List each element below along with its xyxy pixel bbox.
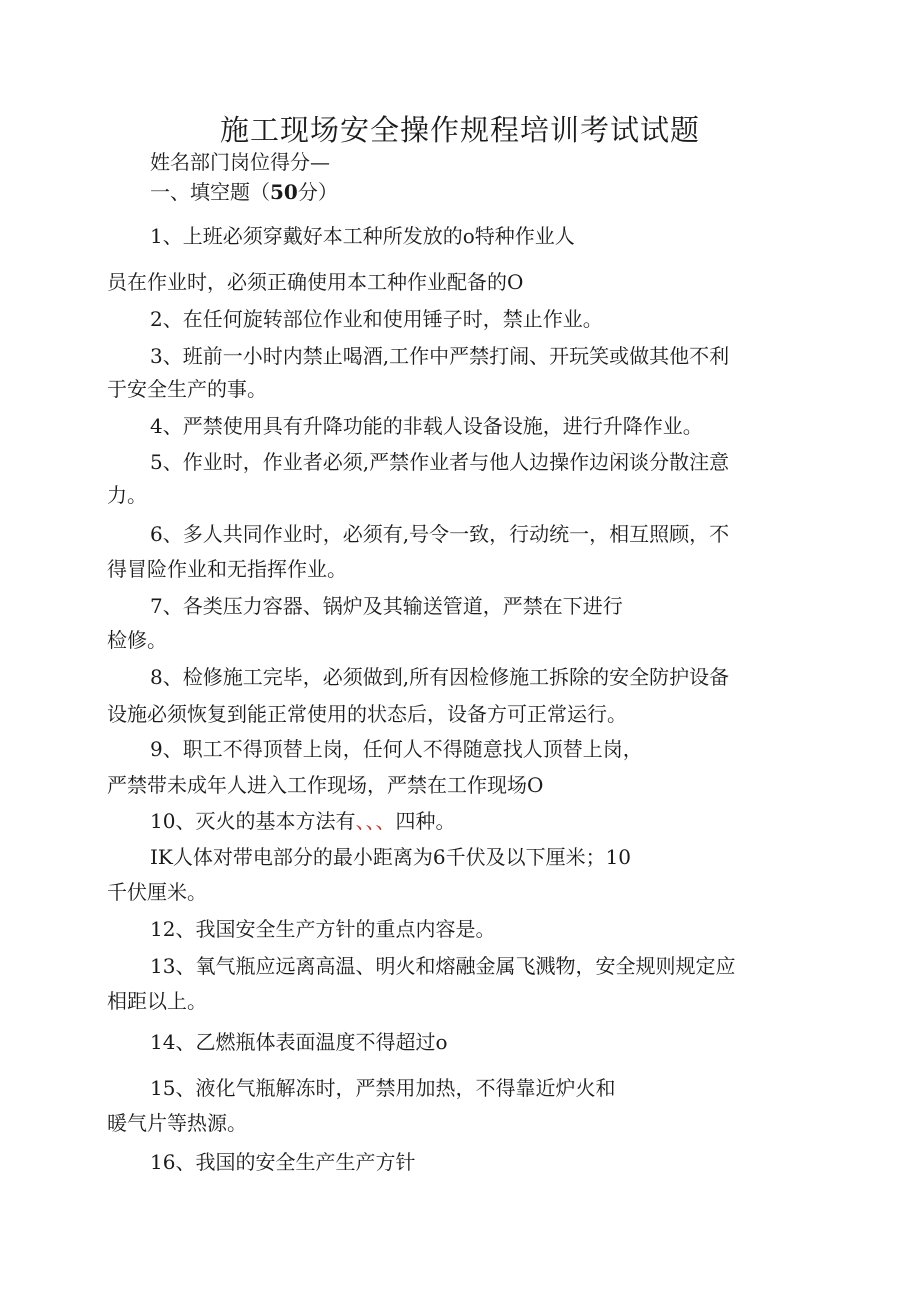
question-11-line-1: IK人体对带电部分的最小距离为6千伏及以下厘米；10 bbox=[150, 845, 632, 869]
question-15-line-1: 15、液化气瓶解冻时，严禁用加热，不得靠近炉火和 bbox=[150, 1076, 616, 1100]
question-15-line-2: 暖气片等热源。 bbox=[107, 1111, 247, 1135]
page-title: 施工现场安全操作规程培训考试试题 bbox=[219, 113, 700, 147]
question-1-line-1: 1、上班必须穿戴好本工种所发放的o特种作业人 bbox=[150, 224, 575, 248]
question-9-line-2: 严禁带未成年人进入工作现场，严禁在工作现场O bbox=[107, 773, 544, 797]
question-10-text-end: 四种。 bbox=[395, 809, 456, 833]
question-3-line-1: 3、班前一小时内禁止喝酒,工作中严禁打闹、开玩笑或做其他不利 bbox=[150, 344, 730, 368]
section-heading-suffix: 分） bbox=[297, 180, 338, 204]
question-4-line-1: 4、严禁使用具有升降功能的非载人设备设施，进行升降作业。 bbox=[150, 414, 703, 438]
question-10-line-1 bbox=[150, 807, 455, 835]
question-5-line-1: 5、作业时，作业者必须,严禁作业者与他人边操作边闲谈分散注意 bbox=[150, 450, 730, 474]
question-7-line-1: 7、各类压力容器、锅炉及其输送管道，严禁在下进行 bbox=[150, 594, 623, 618]
question-13-line-2: 相距以上。 bbox=[107, 989, 207, 1013]
question-8-line-1: 8、检修施工完毕，必须做到,所有因检修施工拆除的安全防护设备 bbox=[150, 665, 730, 689]
question-1-line-2: 员在作业时，必须正确使用本工种作业配备的O bbox=[107, 270, 524, 294]
section-heading bbox=[150, 178, 338, 206]
question-10-blank-marks: 、、、 bbox=[355, 809, 396, 833]
question-8-line-2: 设施必须恢复到能正常使用的状态后，设备方可正常运行。 bbox=[107, 702, 627, 726]
question-14-line-1: 14、乙燃瓶体表面温度不得超过o bbox=[150, 1030, 448, 1054]
question-6-line-2: 得冒险作业和无指挥作业。 bbox=[107, 557, 347, 581]
question-3-line-2: 于安全生产的事。 bbox=[107, 377, 267, 401]
question-7-line-2: 检修。 bbox=[107, 628, 167, 652]
section-points: 50 bbox=[270, 180, 298, 204]
question-12-line-1: 12、我国安全生产方针的重点内容是。 bbox=[150, 917, 496, 941]
candidate-info-line: 姓名部门岗位得分— bbox=[150, 150, 330, 174]
question-16-line-1: 16、我国的安全生产生产方针 bbox=[150, 1150, 416, 1174]
question-10-text-start: 10、灭火的基本方法有 bbox=[150, 809, 356, 833]
question-13-line-1: 13、氧气瓶应远离高温、明火和熔融金属飞溅物，安全规则规定应 bbox=[150, 954, 736, 978]
question-5-line-2: 力。 bbox=[107, 483, 147, 507]
question-6-line-1: 6、多人共同作业时，必须有,号令一致，行动统一，相互照顾，不 bbox=[150, 522, 730, 546]
section-heading-prefix: 一、填空题（ bbox=[150, 180, 270, 204]
question-11-line-2: 千伏厘米。 bbox=[107, 880, 207, 904]
question-2-line-1: 2、在任何旋转部位作业和使用锤子时，禁止作业。 bbox=[150, 307, 603, 331]
question-9-line-1: 9、职工不得顶替上岗，任何人不得随意找人顶替上岗， bbox=[150, 737, 643, 761]
